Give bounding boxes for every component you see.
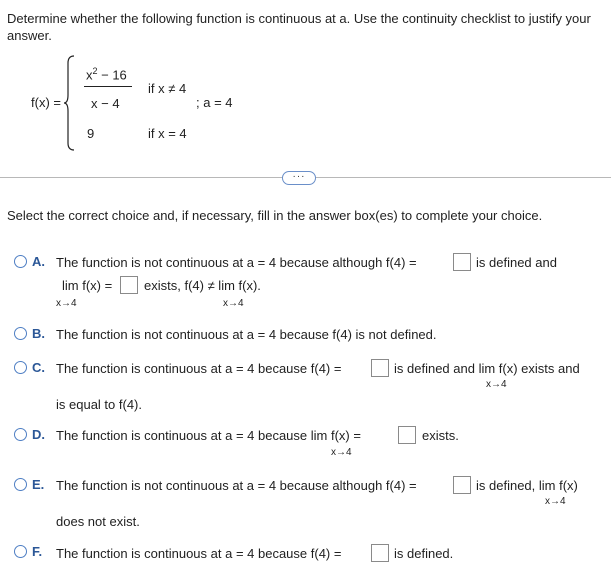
choice-f-text-1: The function is continuous at a = 4 because f(4) = <box>56 546 342 561</box>
choice-a-text-4: exists, f(4) ≠ lim f(x). <box>144 278 261 293</box>
choice-a-radio[interactable] <box>14 255 27 268</box>
function-name: f(x) = <box>31 95 61 110</box>
choice-e-text-1: The function is not continuous at a = 4 because although f(4) = <box>56 478 417 493</box>
choice-d-limit-input[interactable] <box>398 426 416 444</box>
choice-c-f4-input[interactable] <box>371 359 389 377</box>
fraction-bar <box>84 86 132 87</box>
choice-a-limit-sub-2: x→4 <box>223 298 244 309</box>
choice-a-f4-input[interactable] <box>453 253 471 271</box>
choice-d-text-2: exists. <box>422 428 459 443</box>
choice-d-limit-sub: x→4 <box>331 447 352 458</box>
numerator: $x^2 - 16$ <box>86 66 127 83</box>
left-brace-icon <box>63 55 75 151</box>
choice-b-radio[interactable] <box>14 327 27 340</box>
choice-a-limit-input[interactable] <box>120 276 138 294</box>
condition-1: if x ≠ 4 <box>148 81 187 96</box>
choice-d-radio[interactable] <box>14 428 27 441</box>
choice-b-letter: B. <box>32 326 45 341</box>
denominator: x − 4 <box>91 96 120 111</box>
choice-a-text-1: The function is not continuous at a = 4 because although f(4) = <box>56 255 417 270</box>
choice-a-text-2: is defined and <box>476 255 557 270</box>
choice-e-f4-input[interactable] <box>453 476 471 494</box>
choice-c-text-3: is equal to f(4). <box>56 397 142 412</box>
instruction-text: Select the correct choice and, if necessary, fill in the answer box(es) to complete your choice. <box>7 208 543 223</box>
choice-c-limit-sub: x→4 <box>486 379 507 390</box>
choice-c-letter: C. <box>32 360 45 375</box>
piece-value-2: 9 <box>87 126 95 141</box>
choice-e-letter: E. <box>32 477 45 492</box>
choice-f-f4-input[interactable] <box>371 544 389 562</box>
choice-a-limit-sub-1: x→4 <box>56 298 77 309</box>
choice-e-limit-sub: x→4 <box>545 496 566 507</box>
choice-d-text-1: The function is continuous at a = 4 because lim f(x) = <box>56 428 361 443</box>
choice-c-text-2: is defined and lim f(x) exists and <box>394 361 580 376</box>
choice-a-text-3: lim f(x) = <box>62 278 113 293</box>
more-button[interactable]: ··· <box>282 171 316 185</box>
a-value: ; a = 4 <box>196 95 233 110</box>
choice-d-letter: D. <box>32 427 45 442</box>
question-text: Determine whether the following function is continuous at a. Use the continuity checklist to justify your answer. <box>7 11 591 43</box>
choice-e-text-3: does not exist. <box>56 514 140 529</box>
choice-b-text-1: The function is not continuous at a = 4 because f(4) is not defined. <box>56 327 437 342</box>
condition-2: if x = 4 <box>148 126 187 141</box>
choice-f-text-2: is defined. <box>394 546 454 561</box>
choice-c-radio[interactable] <box>14 361 27 374</box>
choice-f-radio[interactable] <box>14 545 27 558</box>
choice-e-radio[interactable] <box>14 478 27 491</box>
choice-e-text-2: is defined, lim f(x) <box>476 478 578 493</box>
choice-a-letter: A. <box>32 254 45 269</box>
choice-c-text-1: The function is continuous at a = 4 because f(4) = <box>56 361 342 376</box>
choice-f-letter: F. <box>32 544 43 559</box>
